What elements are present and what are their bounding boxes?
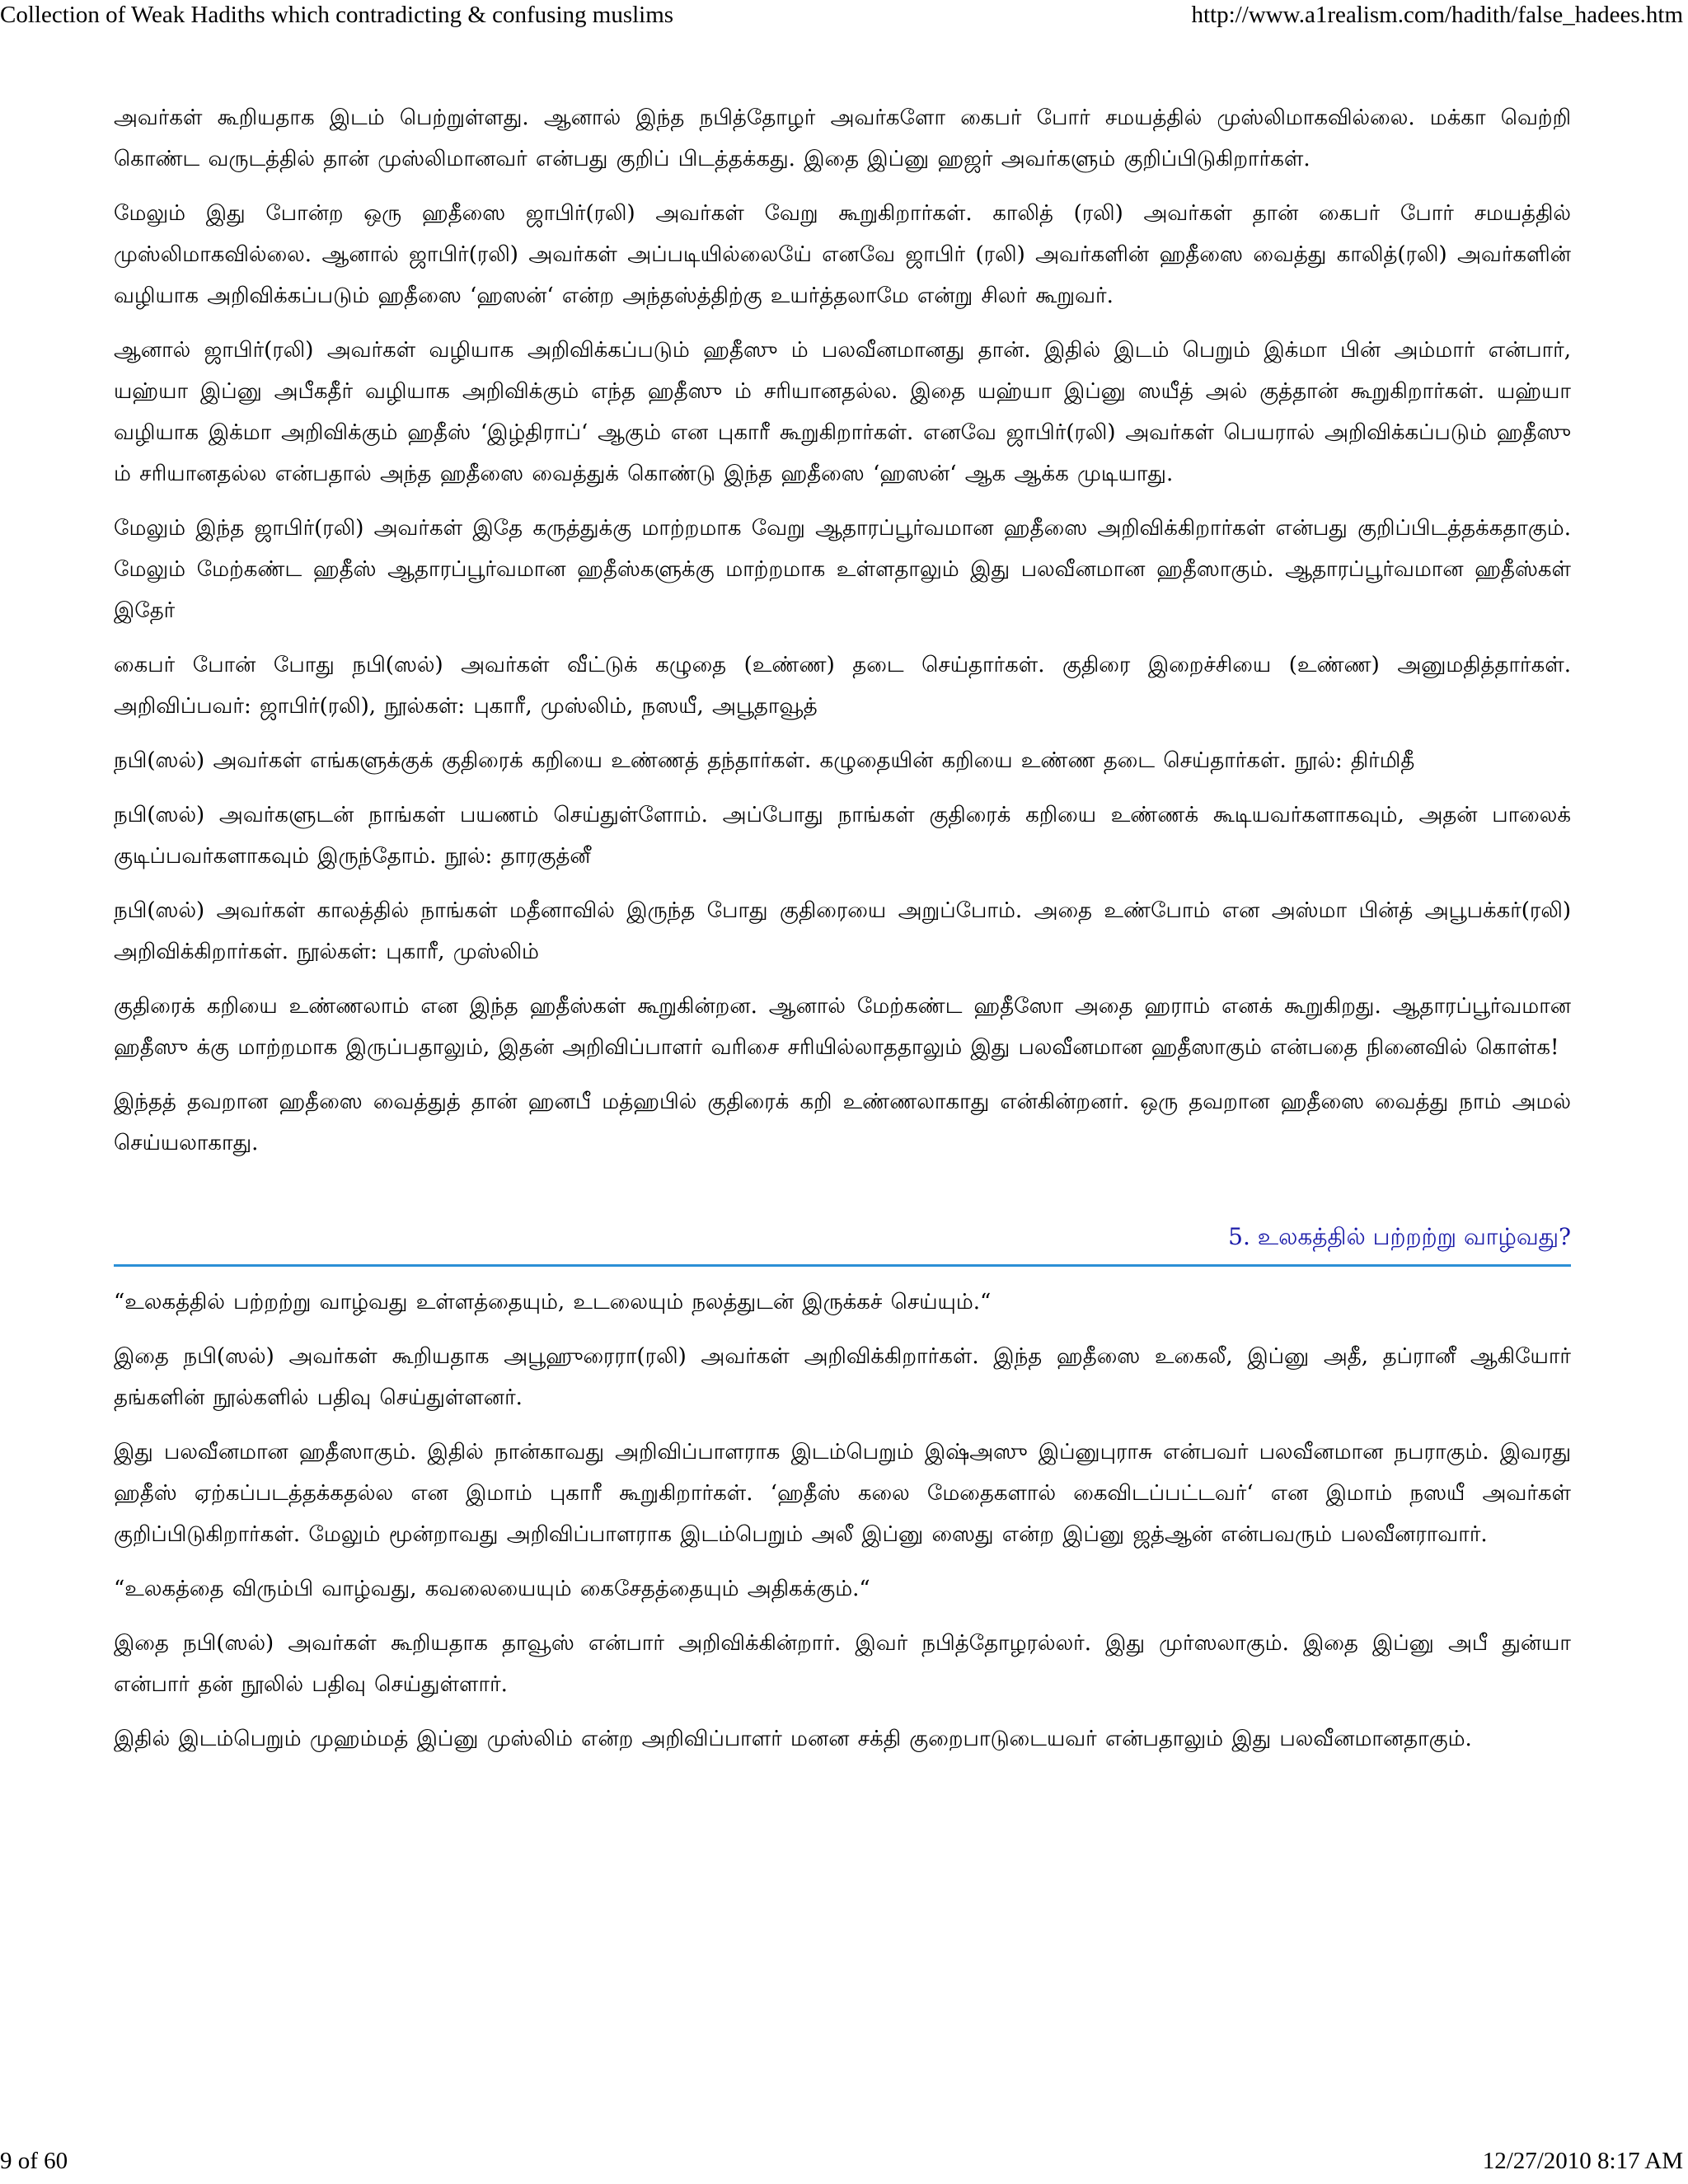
- section-divider: [114, 1264, 1571, 1267]
- hadith-quote: “உலகத்தை விரும்பி வாழ்வது, கவலையையும் கைசேதத்தையும் அதிகக்கும்.“: [114, 1577, 870, 1601]
- paragraph: மேலும் இது போன்ற ஒரு ஹதீஸை ஜாபிர்(ரலி) அவர்கள் வேறு கூறுகிறார்கள். காலித் (ரலி) அவர்கள் தான் கைபர் போர் சமயத்தில் முஸ்லிமாகவில்லை. ஆனால் ஜாபிர்(ரலி) அவர்கள் அப்படியில்லையே் எனவே ஜாபிர் (ரலி) அவர்களின் ஹதீஸை வைத்து காலித்(ரலி) அவர்களின் வழியாக அறிவிக்கப்படும் ஹதீஸை ‘ஹஸன்‘ என்ற அந்தஸ்த்திற்கு உயர்த்தலாமே என்று சிலர் கூறுவர்.: [114, 201, 1571, 308]
- section-heading: 5. உலகத்தில் பற்றற்று வாழ்வது?: [1228, 1223, 1571, 1250]
- hadith-quote: கைபர் போன் போது நபி(ஸல்) அவர்கள் வீட்டுக் கழுதை (உண்ண) தடை செய்தார்கள். குதிரை இறைச்சியை (உண்ண) அனுமதித்தார்கள். அறிவிப்பவர்: ஜாபிர்(ரலி), நூல்கள்: புகாரீ, முஸ்லிம், நஸயீ, அபூதாவூத்: [114, 653, 1571, 719]
- page-content: [114, 97, 1571, 1773]
- paragraph: ஆனால் ஜாபிர்(ரலி) அவர்கள் வழியாக அறிவிக்கப்படும் ஹதீஸு ம் பலவீனமானது தான். இதில் இடம் பெறும் இக்மா பின் அம்மார் என்பார், யஹ்யா இப்னு அபீகதீர் வழியாக அறிவிக்கும் எந்த ஹதீஸு ம் சரியானதல்ல. இதை யஹ்யா இப்னு ஸயீத் அல் குத்தான் கூறுகிறார்கள். யஹ்யா வழியாக இக்மா அறிவிக்கும் ஹதீஸ் ‘இழ்திராப்‘ ஆகும் என புகாரீ கூறுகிறார்கள். எனவே ஜாபிர்(ரலி) அவர்கள் பெயரால் அறிவிக்கப்படும் ஹதீஸு ம் சரியானதல்ல என்பதால் அந்த ஹதீஸை வைத்துக் கொண்டு இந்த ஹதீஸை ‘ஹஸன்‘ ஆக ஆக்க முடியாது.: [114, 338, 1571, 486]
- hadith-quote: “உலகத்தில் பற்றற்று வாழ்வது உள்ளத்தையும், உடலையும் நலத்துடன் இருக்கச் செய்யும்.“: [114, 1290, 992, 1315]
- hadith-quote: நபி(ஸல்) அவர்கள் எங்களுக்குக் குதிரைக் கறியை உண்ணத் தந்தார்கள். கழுதையின் கறியை உண்ண தடை செய்தார்கள். நூல்: திர்மிதீ: [114, 748, 1415, 773]
- hadith-quote: நபி(ஸல்) அவர்களுடன் நாங்கள் பயணம் செய்துள்ளோம். அப்போது நாங்கள் குதிரைக் கறியை உண்ணக் கூடியவர்களாகவும், அதன் பாலைக் குடிப்பவர்களாகவும் இருந்தோம். நூல்: தாரகுத்னீ: [114, 803, 1571, 869]
- paragraph: இந்தத் தவறான ஹதீஸை வைத்துத் தான் ஹனபீ மத்ஹபில் குதிரைக் கறி உண்ணலாகாது என்கின்றனர். ஒரு தவறான ஹதீஸை வைத்து நாம் அமல் செய்யலாகாது.: [114, 1090, 1571, 1155]
- paragraph: இது பலவீனமான ஹதீஸாகும். இதில் நான்காவது அறிவிப்பாளராக இடம்பெறும் இஷ்அஸு இப்னுபுராசு என்பவர் பலவீனமான நபராகும். இவரது ஹதீஸ் ஏற்கப்படத்தக்கதல்ல என இமாம் புகாரீ கூறுகிறார்கள். ‘ஹதீஸ் கலை மேதைகளால் கைவிடப்பட்டவர்‘ என இமாம் நஸயீ அவர்கள் குறிப்பிடுகிறார்கள். மேலும் மூன்றாவது அறிவிப்பாளராக இடம்பெறும் அலீ இப்னு ஸைது என்ற இப்னு ஜத்ஆன் என்பவரும் பலவீனராவார்.: [114, 1440, 1571, 1547]
- page-url: http://www.a1realism.com/hadith/false_hadees.htm: [1191, 2, 1683, 28]
- paragraph: இதில் இடம்பெறும் முஹம்மத் இப்னு முஸ்லிம் என்ற அறிவிப்பாளர் மனன சக்தி குறைபாடுடையவர் என்பதாலும் இது பலவீனமானதாகும்.: [114, 1727, 1472, 1751]
- print-header: [0, 0, 1688, 36]
- hadith-quote: நபி(ஸல்) அவர்கள் காலத்தில் நாங்கள் மதீனாவில் இருந்த போது குதிரையை அறுப்போம். அதை உண்போம் என அஸ்மா பின்த் அபூபக்கர்(ரலி) அறிவிக்கிறார்கள். நூல்கள்: புகாரீ, முஸ்லிம்: [114, 898, 1571, 964]
- print-datetime: 12/27/2010 8:17 AM: [1482, 2148, 1683, 2174]
- paragraph: இதை நபி(ஸல்) அவர்கள் கூறியதாக தாவூஸ் என்பார் அறிவிக்கின்றார். இவர் நபித்தோழரல்லர். இது முர்ஸலாகும். இதை இப்னு அபீ துன்யா என்பார் தன் நூலில் பதிவு செய்துள்ளார்.: [114, 1631, 1571, 1697]
- document-title: Collection of Weak Hadiths which contradicting & confusing muslims: [0, 2, 674, 28]
- paragraph: இதை நபி(ஸல்) அவர்கள் கூறியதாக அபூஹுரைரா(ரலி) அவர்கள் அறிவிக்கிறார்கள். இந்த ஹதீஸை உகைலீ, இப்னு அதீ, தப்ரானீ ஆகியோர் தங்களின் நூல்களில் பதிவு செய்துள்ளனர்.: [114, 1344, 1571, 1410]
- print-footer: [0, 2146, 1688, 2179]
- paragraph: அவர்கள் கூறியதாக இடம் பெற்றுள்ளது. ஆனால் இந்த நபித்தோழர் அவர்களோ கைபர் போர் சமயத்தில் முஸ்லிமாகவில்லை. மக்கா வெற்றி கொண்ட வருடத்தில் தான் முஸ்லிமானவர் என்பது குறிப் பிடத்தக்கது. இதை இப்னு ஹஜர் அவர்களும் குறிப்பிடுகிறார்கள்.: [114, 105, 1571, 171]
- paragraph: குதிரைக் கறியை உண்ணலாம் என இந்த ஹதீஸ்கள் கூறுகின்றன. ஆனால் மேற்கண்ட ஹதீஸோ அதை ஹராம் எனக் கூறுகிறது. ஆதாரப்பூர்வமான ஹதீஸு க்கு மாற்றமாக இருப்பதாலும், இதன் அறிவிப்பாளர் வரிசை சரியில்லாததாலும் இது பலவீனமான ஹதீஸாகும் என்பதை நினைவில் கொள்க!: [114, 994, 1571, 1060]
- page-number: 9 of 60: [0, 2148, 68, 2174]
- paragraph: மேலும் இந்த ஜாபிர்(ரலி) அவர்கள் இதே கருத்துக்கு மாற்றமாக வேறு ஆதாரப்பூர்வமான ஹதீஸை அறிவிக்கிறார்கள் என்பது குறிப்பிடத்தக்கதாகும். மேலும் மேற்கண்ட ஹதீஸ் ஆதாரப்பூர்வமான ஹதீஸ்களுக்கு மாற்றமாக உள்ளதாலும் இது பலவீனமான ஹதீஸாகும். ஆதாரப்பூர்வமான ஹதீஸ்கள் இதோ்: [114, 516, 1571, 623]
